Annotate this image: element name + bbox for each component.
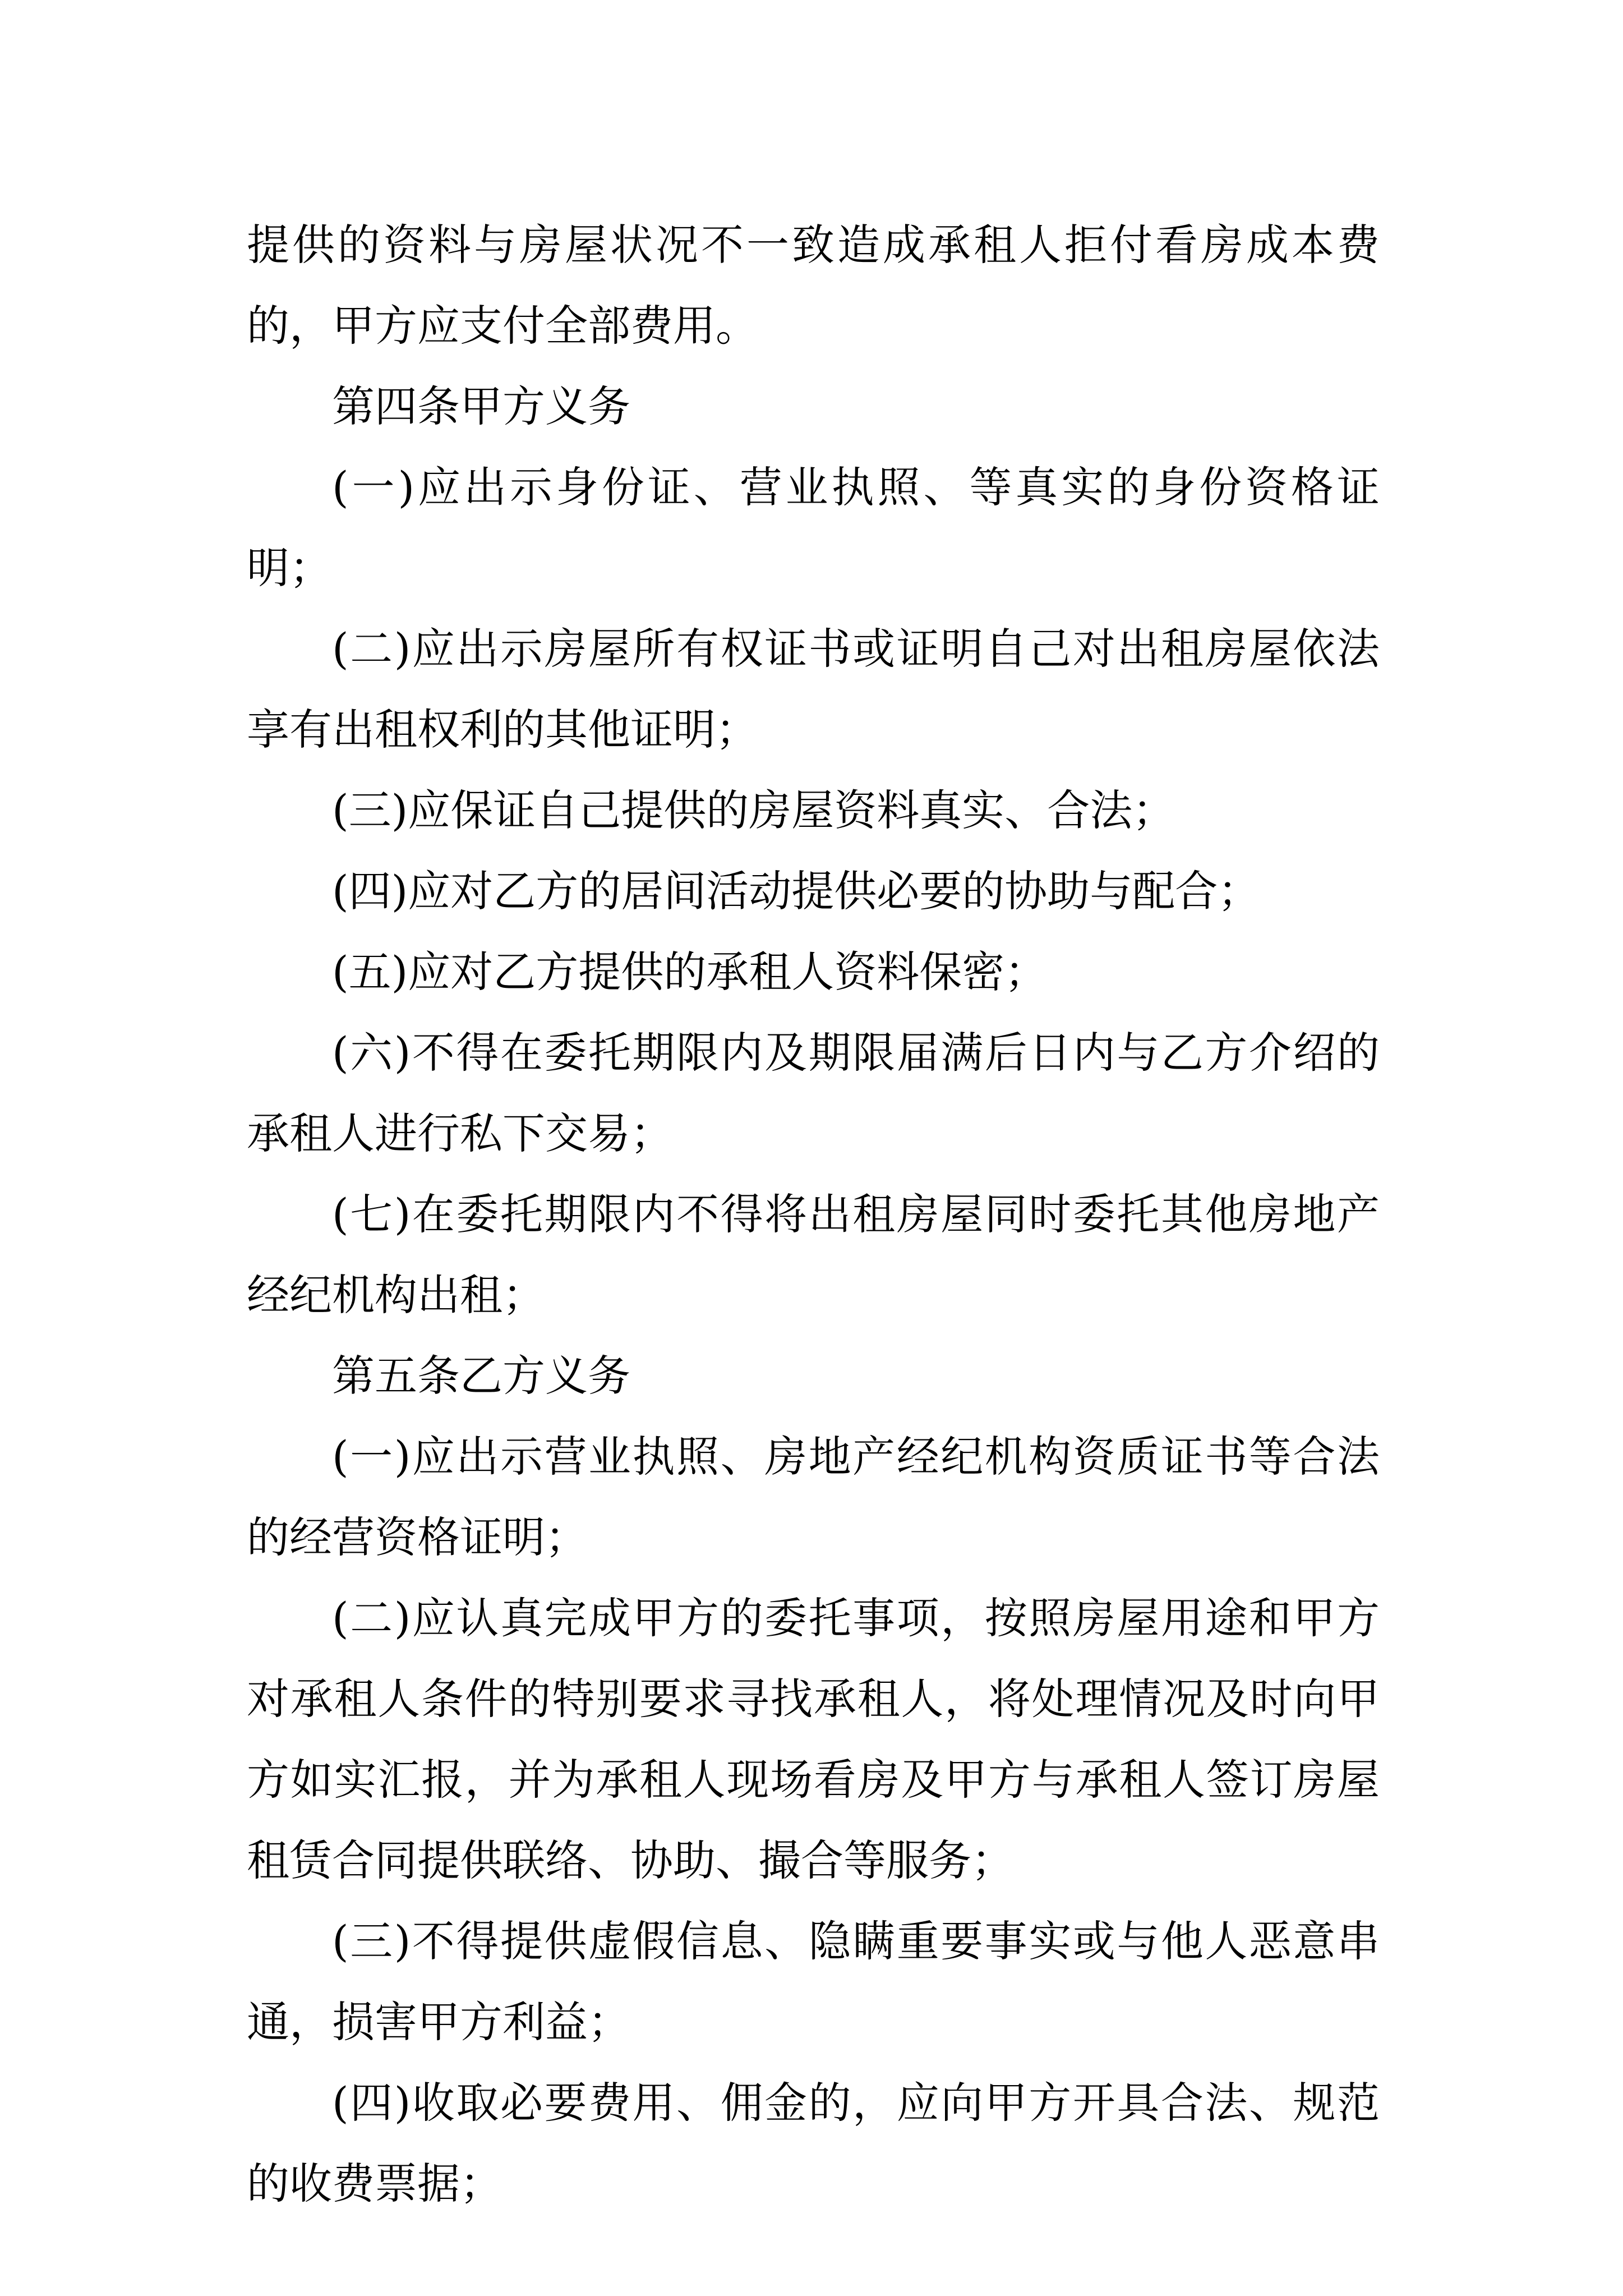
article-4-item-7: (七)在委托期限内不得将出租房屋同时委托其他房地产经纪机构出租；	[247, 1189, 1380, 1320]
article-4-item-5: (五)应对乙方提供的承租人资料保密；	[332, 947, 1048, 997]
article-4-item-1: (一)应出示身份证、营业执照、等真实的身份资格证明；	[247, 462, 1380, 593]
article-5-item-1: (一)应出示营业执照、房地产经纪机构资质证书等合法的经营资格证明；	[247, 1432, 1380, 1562]
article-5-item-4: (四)收取必要费用、佣金的，应向甲方开具合法、规范的收费票据；	[247, 2078, 1380, 2208]
article-4-item-6: (六)不得在委托期限内及期限届满后日内与乙方介绍的承租人进行私下交易；	[247, 1028, 1380, 1158]
article-5-heading: 第五条乙方义务	[332, 1351, 630, 1401]
article-5-item-3: (三)不得提供虚假信息、隐瞒重要事实或与他人恶意串通，损害甲方利益；	[247, 1916, 1380, 2047]
article-4-item-3: (三)应保证自己提供的房屋资料真实、合法；	[332, 785, 1175, 835]
article-5-item-2: (二)应认真完成甲方的委托事项，按照房屋用途和甲方对承租人条件的特别要求寻找承租人，将处理情况及时向甲方如实汇报，并为承租人现场看房及甲方与承租人签订房屋租赁合同提供联络、协助、撮合等服务；	[247, 1593, 1380, 1885]
article-4-item-4: (四)应对乙方的居间活动提供必要的协助与配合；	[332, 866, 1261, 916]
paragraph-continuation: 提供的资料与房屋状况不一致造成承租人拒付看房成本费的，甲方应支付全部费用。	[247, 220, 1380, 351]
document-body	[247, 205, 1380, 2224]
article-4-heading: 第四条甲方义务	[332, 381, 630, 431]
article-4-item-2: (二)应出示房屋所有权证书或证明自己对出租房屋依法享有出租权利的其他证明；	[247, 624, 1380, 754]
